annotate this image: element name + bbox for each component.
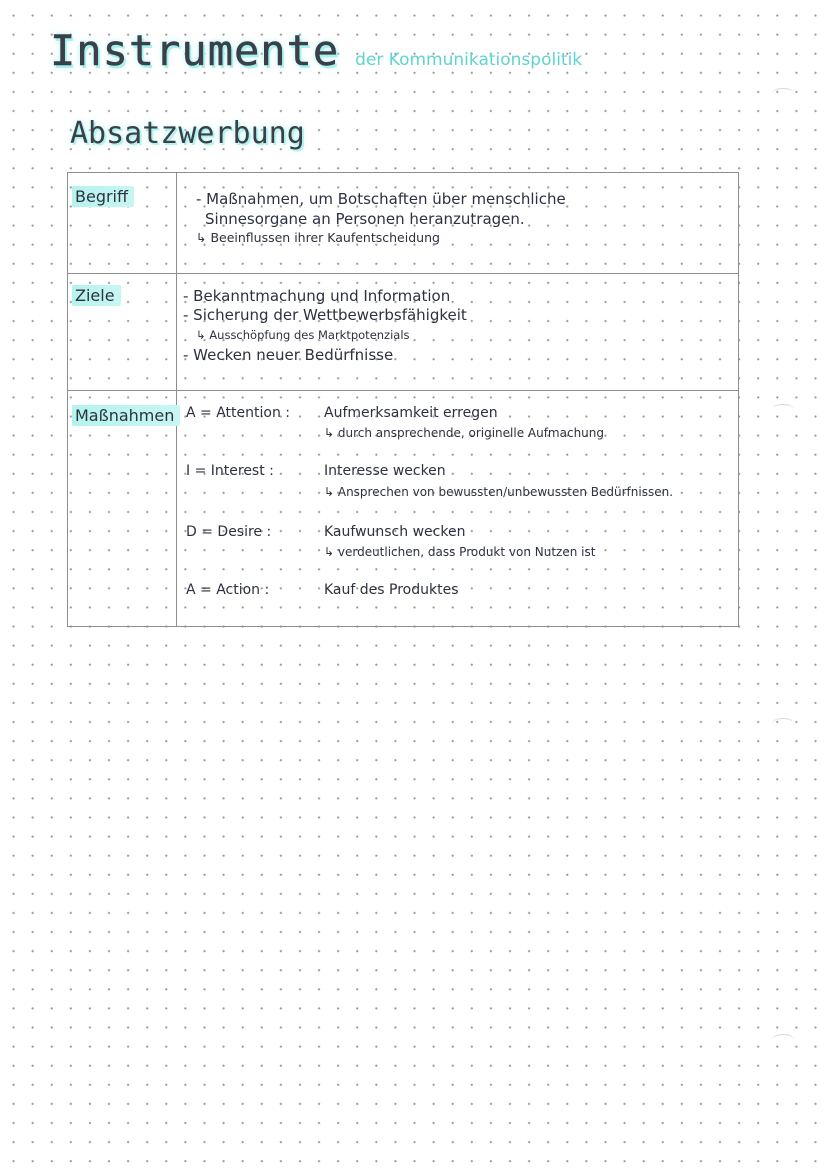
page-title xyxy=(50,26,582,75)
notes-table xyxy=(67,172,739,627)
ziele-line: ↳ Ausschöpfung des Marktpotenzials xyxy=(196,328,410,342)
aida-key-desire: D = Desire : xyxy=(186,524,272,540)
punch-hole-mark xyxy=(772,718,794,729)
label-ziele: Ziele xyxy=(72,285,121,306)
punch-hole-mark xyxy=(772,1034,794,1045)
row-divider xyxy=(68,390,738,391)
ziele-line: - Sicherung der Wettbewerbsfähigkeit xyxy=(183,306,467,324)
begriff-line: Sinnesorgane an Personen heranzutragen. xyxy=(205,210,525,228)
section-title: Absatzwerbung xyxy=(70,116,305,151)
punch-hole-mark xyxy=(772,404,794,415)
aida-key-attention: A = Attention : xyxy=(186,405,290,421)
aida-desc-action: Kauf des Produktes xyxy=(324,582,459,598)
aida-note-interest: ↳ Ansprechen von bewussten/unbewussten Bedürfnissen. xyxy=(324,485,674,499)
begriff-line: - Maßnahmen, um Botschaften über menschliche xyxy=(196,190,566,208)
label-massnahmen: Maßnahmen xyxy=(72,405,180,426)
column-divider xyxy=(176,173,177,626)
punch-hole-mark xyxy=(772,88,794,99)
begriff-line: ↳ Beeinflussen ihrer Kaufentscheidung xyxy=(196,230,440,245)
aida-desc-interest: Interesse wecken xyxy=(324,463,446,479)
row-divider xyxy=(68,273,738,274)
page-title-main: Instrumente xyxy=(50,26,340,75)
aida-desc-attention: Aufmerksamkeit erregen xyxy=(324,405,498,421)
page-title-sub: der Kommunikationspolitik xyxy=(355,50,583,70)
aida-note-desire: ↳ verdeutlichen, dass Produkt von Nutzen ist xyxy=(324,545,596,559)
ziele-line: - Bekanntmachung und Information xyxy=(183,287,451,305)
aida-key-interest: I = Interest : xyxy=(186,463,274,479)
aida-note-attention: ↳ durch ansprechende, originelle Aufmachung xyxy=(324,426,605,440)
label-begriff: Begriff xyxy=(72,186,134,207)
aida-key-action: A = Action : xyxy=(186,582,270,598)
aida-desc-desire: Kaufwunsch wecken xyxy=(324,524,466,540)
ziele-line: - Wecken neuer Bedürfnisse xyxy=(183,346,394,364)
